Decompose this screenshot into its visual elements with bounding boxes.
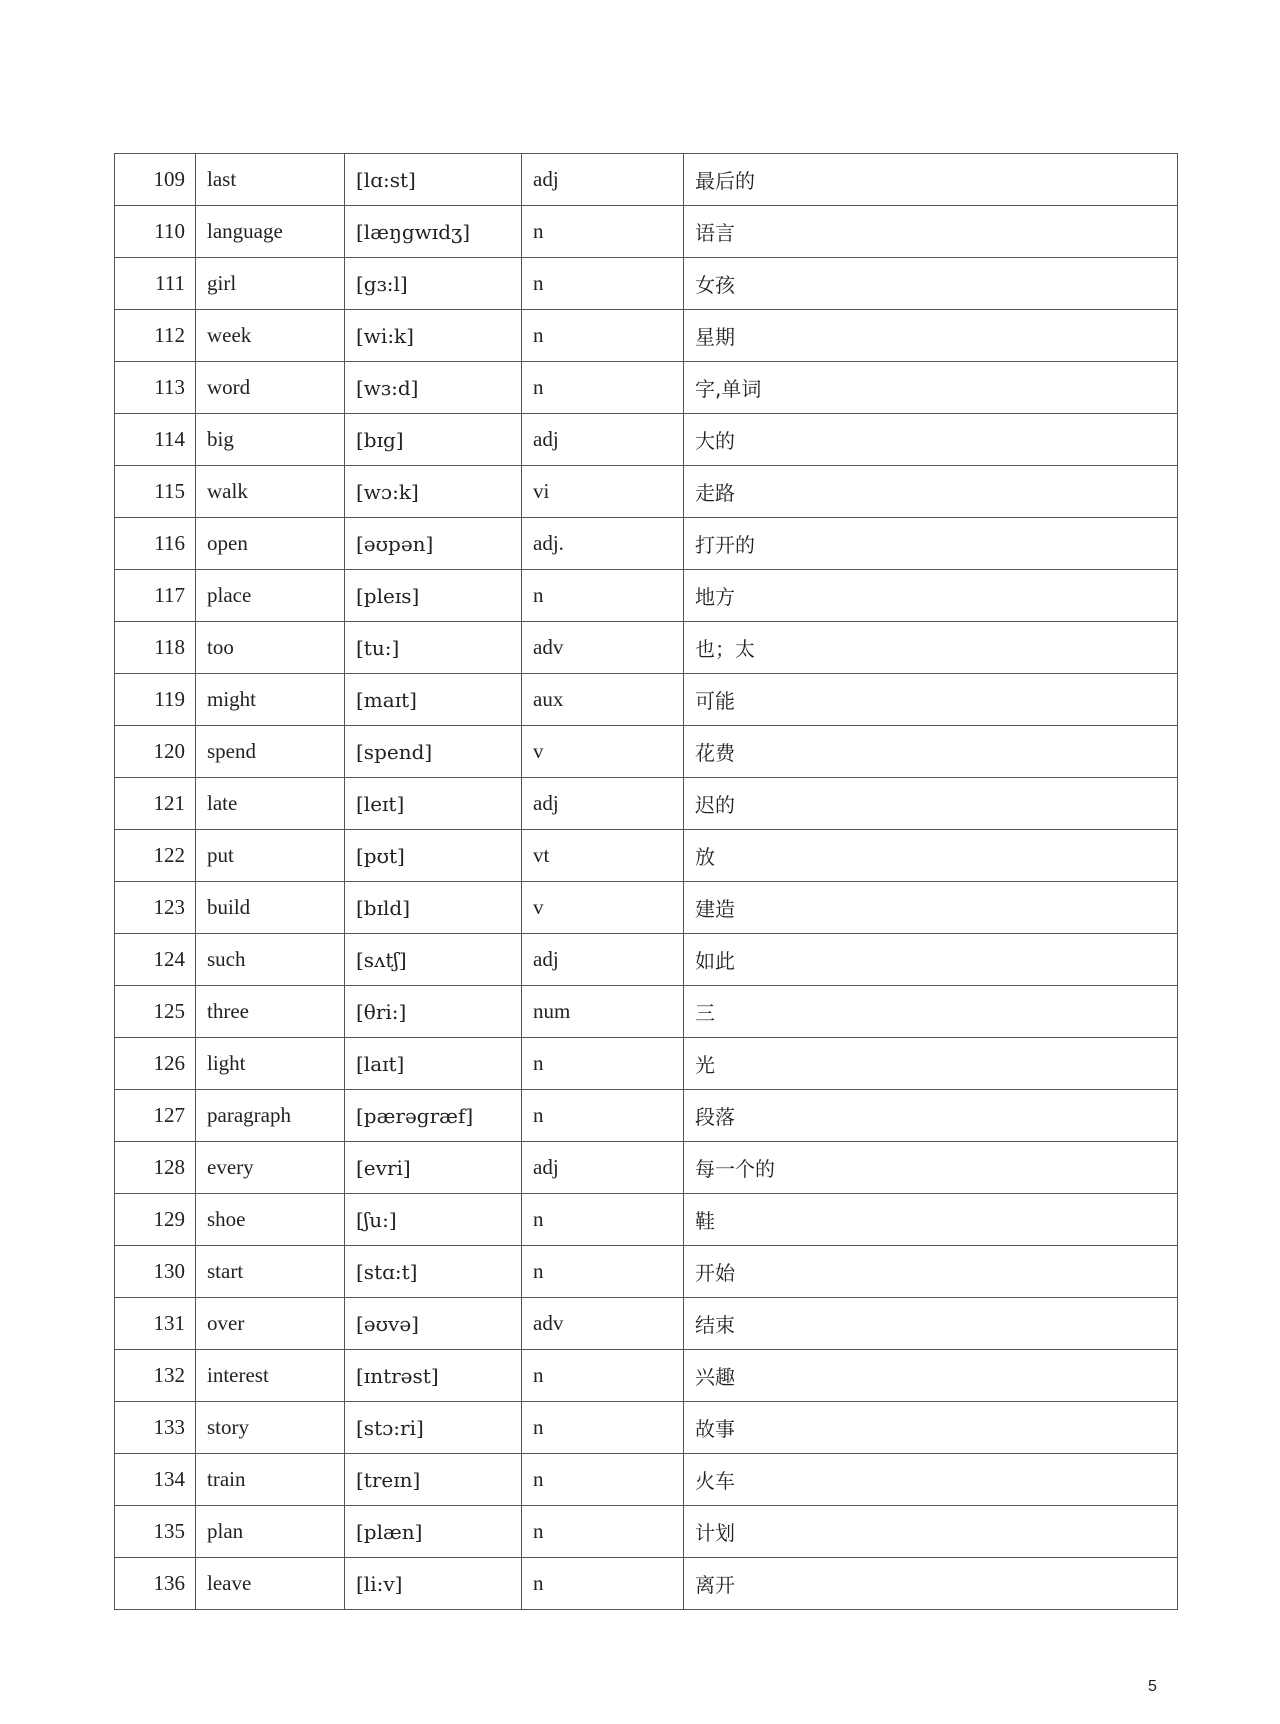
entry-word: such: [196, 934, 345, 986]
entry-part-of-speech: n: [522, 570, 684, 622]
entry-phonetic: [pærəgræf]: [345, 1090, 522, 1142]
entry-meaning: 走路: [684, 466, 1178, 518]
table-row: [115, 518, 1178, 570]
entry-word: paragraph: [196, 1090, 345, 1142]
entry-number: 128: [115, 1142, 196, 1194]
entry-part-of-speech: n: [522, 362, 684, 414]
vocabulary-table-body: [115, 154, 1178, 1610]
entry-number: 132: [115, 1350, 196, 1402]
table-row: [115, 1558, 1178, 1610]
entry-number: 127: [115, 1090, 196, 1142]
entry-phonetic: [sʌtʃ]: [345, 934, 522, 986]
entry-word: spend: [196, 726, 345, 778]
entry-phonetic: [maɪt]: [345, 674, 522, 726]
entry-number: 120: [115, 726, 196, 778]
entry-word: place: [196, 570, 345, 622]
entry-meaning: 段落: [684, 1090, 1178, 1142]
entry-part-of-speech: v: [522, 882, 684, 934]
entry-phonetic: [stɔ:ri]: [345, 1402, 522, 1454]
entry-phonetic: [ʃu:]: [345, 1194, 522, 1246]
entry-phonetic: [plæn]: [345, 1506, 522, 1558]
entry-word: might: [196, 674, 345, 726]
table-row: [115, 258, 1178, 310]
entry-part-of-speech: adj: [522, 414, 684, 466]
entry-phonetic: [wɜ:d]: [345, 362, 522, 414]
page-number: 5: [1148, 1678, 1157, 1695]
entry-word: interest: [196, 1350, 345, 1402]
entry-phonetic: [gɜ:l]: [345, 258, 522, 310]
entry-word: too: [196, 622, 345, 674]
table-row: [115, 1090, 1178, 1142]
entry-phonetic: [pleɪs]: [345, 570, 522, 622]
entry-word: story: [196, 1402, 345, 1454]
entry-meaning: 结束: [684, 1298, 1178, 1350]
entry-meaning: 如此: [684, 934, 1178, 986]
entry-number: 112: [115, 310, 196, 362]
entry-number: 111: [115, 258, 196, 310]
table-row: [115, 206, 1178, 258]
entry-meaning: 女孩: [684, 258, 1178, 310]
entry-number: 126: [115, 1038, 196, 1090]
table-row: [115, 1038, 1178, 1090]
entry-word: late: [196, 778, 345, 830]
entry-phonetic: [θri:]: [345, 986, 522, 1038]
entry-word: week: [196, 310, 345, 362]
entry-meaning: 花费: [684, 726, 1178, 778]
entry-number: 133: [115, 1402, 196, 1454]
entry-phonetic: [bɪg]: [345, 414, 522, 466]
entry-word: last: [196, 154, 345, 206]
entry-meaning: 故事: [684, 1402, 1178, 1454]
entry-part-of-speech: adj: [522, 154, 684, 206]
entry-phonetic: [pʊt]: [345, 830, 522, 882]
table-row: [115, 466, 1178, 518]
entry-number: 116: [115, 518, 196, 570]
entry-word: three: [196, 986, 345, 1038]
entry-number: 129: [115, 1194, 196, 1246]
entry-word: light: [196, 1038, 345, 1090]
entry-part-of-speech: n: [522, 1038, 684, 1090]
entry-number: 122: [115, 830, 196, 882]
entry-part-of-speech: n: [522, 1506, 684, 1558]
entry-part-of-speech: adj: [522, 778, 684, 830]
table-row: [115, 986, 1178, 1038]
table-row: [115, 154, 1178, 206]
entry-part-of-speech: n: [522, 1402, 684, 1454]
entry-number: 114: [115, 414, 196, 466]
entry-meaning: 兴趣: [684, 1350, 1178, 1402]
entry-number: 117: [115, 570, 196, 622]
entry-phonetic: [lɑ:st]: [345, 154, 522, 206]
entry-number: 109: [115, 154, 196, 206]
entry-part-of-speech: n: [522, 206, 684, 258]
entry-part-of-speech: adj: [522, 1142, 684, 1194]
entry-word: shoe: [196, 1194, 345, 1246]
entry-meaning: 也；太: [684, 622, 1178, 674]
table-row: [115, 1298, 1178, 1350]
table-row: [115, 362, 1178, 414]
entry-meaning: 语言: [684, 206, 1178, 258]
vocabulary-table: [114, 153, 1178, 1610]
entry-part-of-speech: n: [522, 1558, 684, 1610]
entry-word: leave: [196, 1558, 345, 1610]
entry-word: train: [196, 1454, 345, 1506]
table-row: [115, 414, 1178, 466]
entry-phonetic: [wɔ:k]: [345, 466, 522, 518]
entry-meaning: 可能: [684, 674, 1178, 726]
entry-meaning: 三: [684, 986, 1178, 1038]
entry-part-of-speech: n: [522, 310, 684, 362]
entry-number: 110: [115, 206, 196, 258]
table-row: [115, 882, 1178, 934]
entry-phonetic: [læŋgwɪdʒ]: [345, 206, 522, 258]
entry-phonetic: [li:v]: [345, 1558, 522, 1610]
entry-word: plan: [196, 1506, 345, 1558]
entry-phonetic: [ɪntrəst]: [345, 1350, 522, 1402]
entry-phonetic: [tu:]: [345, 622, 522, 674]
entry-meaning: 字,单词: [684, 362, 1178, 414]
entry-word: every: [196, 1142, 345, 1194]
table-row: [115, 830, 1178, 882]
entry-word: word: [196, 362, 345, 414]
entry-number: 118: [115, 622, 196, 674]
table-row: [115, 570, 1178, 622]
table-row: [115, 1506, 1178, 1558]
entry-part-of-speech: v: [522, 726, 684, 778]
entry-phonetic: [stɑ:t]: [345, 1246, 522, 1298]
entry-meaning: 迟的: [684, 778, 1178, 830]
entry-word: put: [196, 830, 345, 882]
entry-meaning: 大的: [684, 414, 1178, 466]
table-row: [115, 778, 1178, 830]
entry-meaning: 最后的: [684, 154, 1178, 206]
entry-part-of-speech: adv: [522, 1298, 684, 1350]
entry-part-of-speech: adj.: [522, 518, 684, 570]
entry-word: over: [196, 1298, 345, 1350]
table-row: [115, 674, 1178, 726]
entry-number: 113: [115, 362, 196, 414]
entry-number: 115: [115, 466, 196, 518]
entry-phonetic: [laɪt]: [345, 1038, 522, 1090]
entry-part-of-speech: n: [522, 258, 684, 310]
entry-number: 134: [115, 1454, 196, 1506]
entry-phonetic: [bɪld]: [345, 882, 522, 934]
entry-word: start: [196, 1246, 345, 1298]
table-row: [115, 1454, 1178, 1506]
entry-meaning: 离开: [684, 1558, 1178, 1610]
entry-meaning: 星期: [684, 310, 1178, 362]
entry-part-of-speech: n: [522, 1194, 684, 1246]
entry-meaning: 打开的: [684, 518, 1178, 570]
entry-part-of-speech: n: [522, 1454, 684, 1506]
entry-phonetic: [evri]: [345, 1142, 522, 1194]
entry-number: 131: [115, 1298, 196, 1350]
entry-phonetic: [əʊpən]: [345, 518, 522, 570]
entry-meaning: 光: [684, 1038, 1178, 1090]
entry-phonetic: [spend]: [345, 726, 522, 778]
entry-part-of-speech: vi: [522, 466, 684, 518]
entry-part-of-speech: adj: [522, 934, 684, 986]
table-row: [115, 1142, 1178, 1194]
entry-number: 130: [115, 1246, 196, 1298]
entry-meaning: 建造: [684, 882, 1178, 934]
entry-number: 135: [115, 1506, 196, 1558]
entry-word: big: [196, 414, 345, 466]
entry-number: 124: [115, 934, 196, 986]
entry-number: 121: [115, 778, 196, 830]
entry-part-of-speech: aux: [522, 674, 684, 726]
entry-phonetic: [treɪn]: [345, 1454, 522, 1506]
entry-number: 125: [115, 986, 196, 1038]
table-row: [115, 1194, 1178, 1246]
table-row: [115, 310, 1178, 362]
table-row: [115, 1246, 1178, 1298]
entry-part-of-speech: adv: [522, 622, 684, 674]
entry-meaning: 开始: [684, 1246, 1178, 1298]
entry-part-of-speech: n: [522, 1246, 684, 1298]
table-row: [115, 1402, 1178, 1454]
table-row: [115, 1350, 1178, 1402]
entry-meaning: 火车: [684, 1454, 1178, 1506]
entry-number: 136: [115, 1558, 196, 1610]
entry-number: 123: [115, 882, 196, 934]
table-row: [115, 622, 1178, 674]
entry-meaning: 放: [684, 830, 1178, 882]
entry-phonetic: [leɪt]: [345, 778, 522, 830]
entry-word: open: [196, 518, 345, 570]
entry-meaning: 计划: [684, 1506, 1178, 1558]
entry-word: language: [196, 206, 345, 258]
entry-part-of-speech: n: [522, 1090, 684, 1142]
entry-part-of-speech: vt: [522, 830, 684, 882]
entry-word: walk: [196, 466, 345, 518]
entry-part-of-speech: num: [522, 986, 684, 1038]
entry-meaning: 鞋: [684, 1194, 1178, 1246]
entry-meaning: 每一个的: [684, 1142, 1178, 1194]
table-row: [115, 726, 1178, 778]
entry-meaning: 地方: [684, 570, 1178, 622]
entry-word: build: [196, 882, 345, 934]
entry-phonetic: [əʊvə]: [345, 1298, 522, 1350]
entry-phonetic: [wi:k]: [345, 310, 522, 362]
entry-number: 119: [115, 674, 196, 726]
table-row: [115, 934, 1178, 986]
entry-word: girl: [196, 258, 345, 310]
entry-part-of-speech: n: [522, 1350, 684, 1402]
